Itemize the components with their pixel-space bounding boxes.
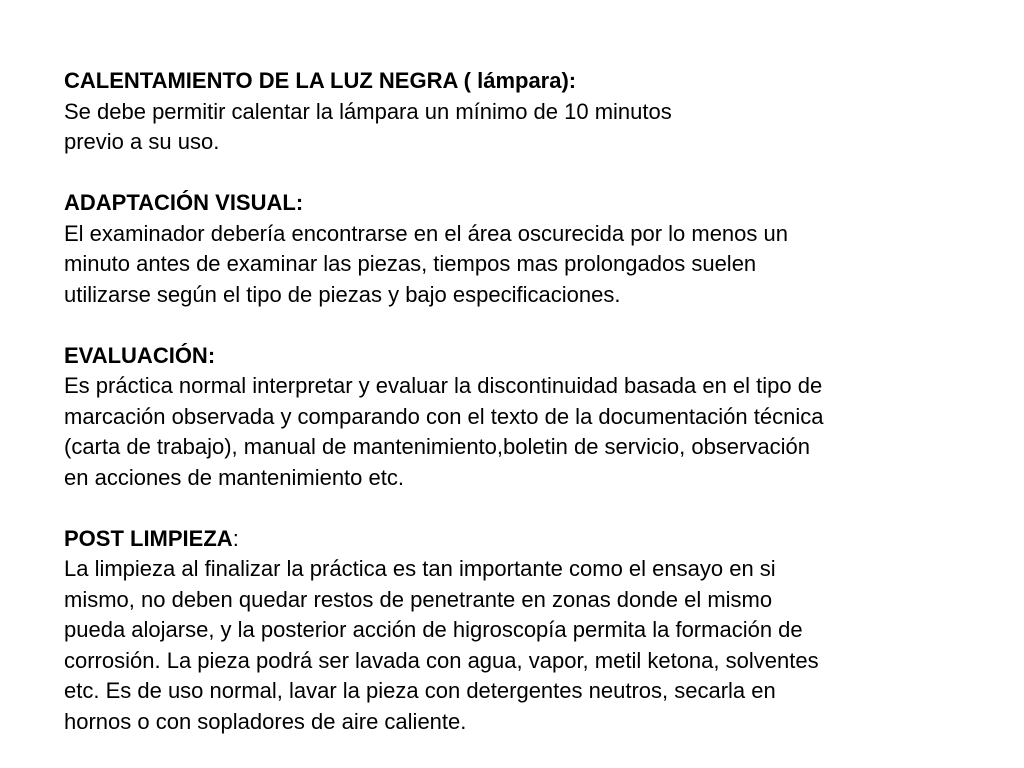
body-line: El examinador debería encontrarse en el área oscurecida por lo menos un: [64, 220, 788, 246]
body-line: marcación observada y comparando con el texto de la documentación técnica: [64, 403, 824, 429]
heading-suffix: :: [232, 525, 239, 551]
heading-text: CALENTAMIENTO DE LA LUZ NEGRA ( lámpara):: [64, 68, 577, 93]
body-line: corrosión. La pieza podrá ser lavada con agua, vapor, metil ketona, solventes: [64, 647, 819, 673]
section-calentamiento: [64, 66, 984, 158]
body-line: Es práctica normal interpretar y evaluar la discontinuidad basada en el tipo de: [64, 373, 823, 398]
body-line: minuto antes de examinar las piezas, tiempos mas prolongados suelen: [64, 251, 757, 276]
body-line: pueda alojarse, y la posterior acción de higroscopía permita la formación de: [64, 617, 803, 642]
section-heading: [64, 188, 984, 219]
section-heading: [64, 524, 984, 555]
section-post-limpieza: [64, 524, 984, 738]
body-line: previo a su uso.: [64, 129, 220, 154]
body-line: mismo, no deben quedar restos de penetrante en zonas donde el mismo: [64, 586, 773, 612]
body-line: en acciones de mantenimiento etc.: [64, 464, 404, 490]
body-line: etc. Es de uso normal, lavar la pieza con detergentes neutros, secarla en: [64, 678, 776, 703]
section-heading: [64, 341, 984, 372]
section-adaptacion-visual: [64, 188, 984, 310]
heading-text: POST LIMPIEZA: [64, 525, 233, 551]
body-line: utilizarse según el tipo de piezas y bajo especificaciones.: [64, 281, 621, 307]
section-evaluacion: [64, 341, 984, 494]
body-line: hornos o con sopladores de aire caliente.: [64, 708, 467, 734]
body-line: La limpieza al finalizar la práctica es tan importante como el ensayo en si: [64, 556, 776, 581]
slide-content: [64, 66, 984, 737]
body-line: (carta de trabajo), manual de mantenimiento,boletin de servicio, observación: [64, 434, 810, 459]
heading-text: EVALUACIÓN:: [64, 342, 216, 368]
heading-text: ADAPTACIÓN VISUAL:: [64, 190, 304, 215]
section-heading: [64, 66, 984, 97]
body-line: Se debe permitir calentar la lámpara un mínimo de 10 minutos: [64, 98, 672, 124]
